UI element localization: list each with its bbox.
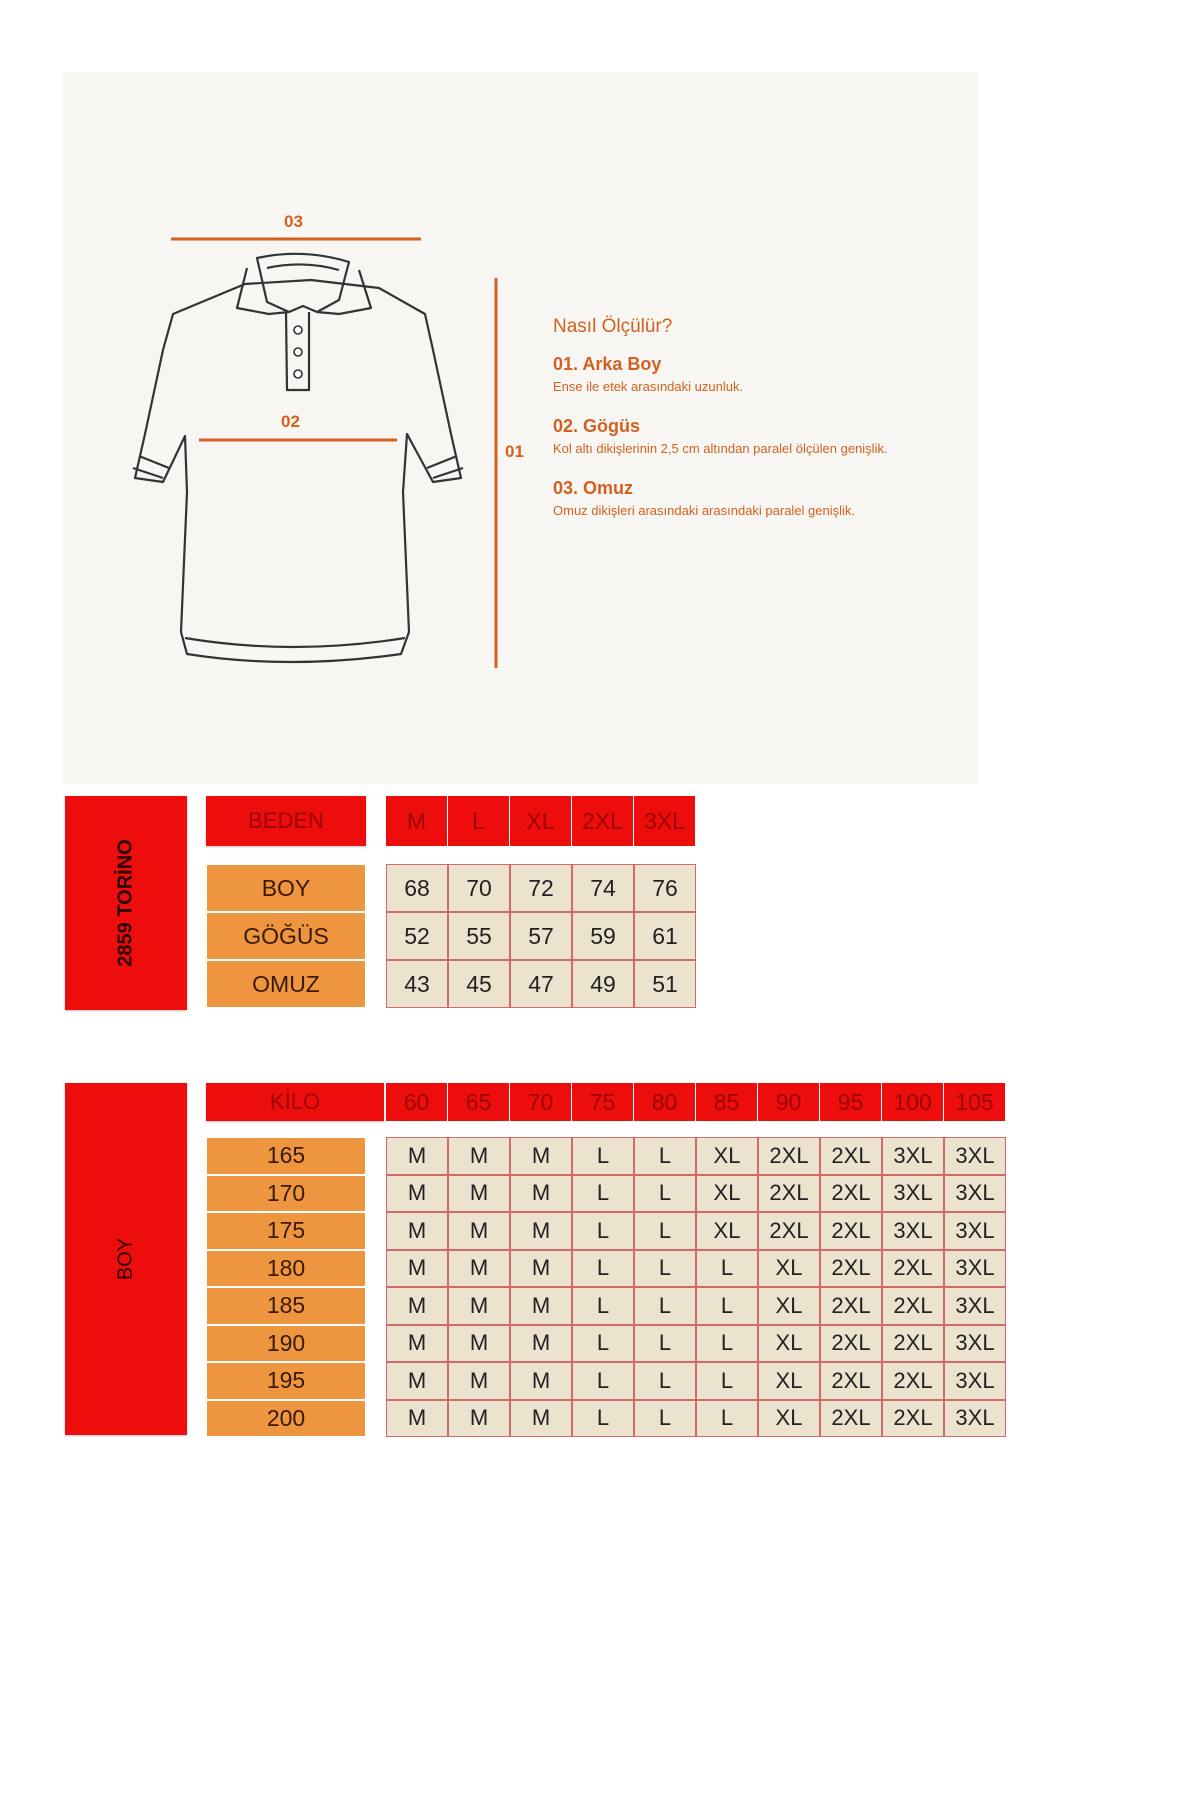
measurement-panel [63, 72, 978, 784]
fit-size-cell: M [510, 1400, 572, 1438]
size-value-cell: 52 [386, 912, 448, 960]
fit-size-cell: L [634, 1250, 696, 1288]
size-value-cell: 47 [510, 960, 572, 1008]
size-value-cell: 74 [572, 864, 634, 912]
fit-size-cell: XL [758, 1400, 820, 1438]
fit-size-cell: L [634, 1287, 696, 1325]
label-01: 01 [505, 442, 524, 461]
fit-size-cell: L [696, 1287, 758, 1325]
fit-size-cell: 2XL [820, 1175, 882, 1213]
fit-size-cell: XL [758, 1325, 820, 1363]
fit-size-cell: M [448, 1137, 510, 1175]
fit-size-cell: 2XL [882, 1325, 944, 1363]
fit-size-cell: 2XL [882, 1362, 944, 1400]
fit-table-side-label: BOY [114, 1237, 137, 1281]
guide-title: Nasıl Ölçülür? [553, 316, 673, 337]
fit-size-cell: M [448, 1250, 510, 1288]
guide-item-desc: Ense ile etek arasındaki uzunluk. [553, 379, 744, 394]
fit-size-cell: 3XL [944, 1400, 1006, 1438]
size-header-cell: XL [510, 796, 572, 846]
fit-size-cell: 2XL [820, 1287, 882, 1325]
size-value-cell: 72 [510, 864, 572, 912]
guide-item-desc: Kol altı dikişlerinin 2,5 cm altından paralel ölçülen genişlik. [553, 441, 888, 456]
fit-size-cell: XL [696, 1212, 758, 1250]
size-table-side-label-block [65, 796, 187, 1010]
size-header-cell: M [386, 796, 448, 846]
fit-size-cell: M [386, 1287, 448, 1325]
fit-size-cell: L [572, 1325, 634, 1363]
fit-size-cell: M [386, 1212, 448, 1250]
guide-item-head: 01. Arka Boy [553, 354, 662, 374]
fit-size-cell: L [696, 1250, 758, 1288]
fit-size-cell: M [510, 1175, 572, 1213]
fit-size-cell: 3XL [944, 1137, 1006, 1175]
size-value-cell: 61 [634, 912, 696, 960]
guide-item-desc: Omuz dikişleri arasındaki arasındaki paralel genişlik. [553, 503, 856, 518]
fit-size-cell: M [510, 1250, 572, 1288]
fit-size-cell: M [386, 1325, 448, 1363]
fit-size-cell: 3XL [944, 1250, 1006, 1288]
fit-table-header-label: KİLO [206, 1083, 384, 1121]
fit-size-cell: 2XL [758, 1175, 820, 1213]
fit-size-cell: L [634, 1362, 696, 1400]
fit-size-cell: 3XL [944, 1212, 1006, 1250]
height-row-label: 165 [206, 1137, 366, 1175]
size-value-cell: 57 [510, 912, 572, 960]
fit-size-cell: L [572, 1137, 634, 1175]
fit-size-cell: M [510, 1287, 572, 1325]
fit-size-cell: XL [758, 1362, 820, 1400]
fit-size-cell: M [448, 1362, 510, 1400]
placket-buttons [294, 326, 302, 378]
fit-size-cell: L [572, 1212, 634, 1250]
size-header-cell: 2XL [572, 796, 634, 846]
guide-item-back-length [553, 354, 973, 394]
fit-size-cell: L [572, 1250, 634, 1288]
fit-size-cell: M [448, 1400, 510, 1438]
height-row-label: 195 [206, 1362, 366, 1400]
fit-size-cell: L [634, 1212, 696, 1250]
size-value-cell: 76 [634, 864, 696, 912]
fit-size-cell: L [572, 1400, 634, 1438]
size-table-header-label: BEDEN [206, 796, 366, 846]
height-row-label: 185 [206, 1287, 366, 1325]
size-row-label: OMUZ [206, 960, 366, 1008]
fit-size-cell: 3XL [944, 1175, 1006, 1213]
fit-table-side-label-block [65, 1083, 187, 1435]
height-row-label: 170 [206, 1175, 366, 1213]
guide-item-shoulder [553, 478, 973, 518]
weight-header-cell: 60 [386, 1083, 448, 1121]
fit-size-cell: 2XL [820, 1362, 882, 1400]
fit-size-cell: L [572, 1362, 634, 1400]
fit-size-cell: 2XL [820, 1250, 882, 1288]
fit-size-cell: 3XL [882, 1175, 944, 1213]
fit-size-cell: M [448, 1325, 510, 1363]
fit-size-cell: M [510, 1137, 572, 1175]
fit-size-cell: 2XL [758, 1212, 820, 1250]
size-row-label: BOY [206, 864, 366, 912]
fit-size-cell: XL [758, 1250, 820, 1288]
fit-size-cell: M [448, 1287, 510, 1325]
size-value-cell: 68 [386, 864, 448, 912]
fit-size-cell: XL [758, 1287, 820, 1325]
height-row-label: 175 [206, 1212, 366, 1250]
measurement-guide [553, 316, 973, 540]
weight-header-cell: 95 [820, 1083, 882, 1121]
label-03: 03 [284, 212, 303, 231]
weight-header-cell: 100 [882, 1083, 944, 1121]
fit-size-cell: M [510, 1212, 572, 1250]
size-value-cell: 55 [448, 912, 510, 960]
fit-size-cell: 3XL [944, 1362, 1006, 1400]
fit-size-cell: 2XL [882, 1400, 944, 1438]
fit-size-cell: 3XL [944, 1325, 1006, 1363]
size-value-cell: 43 [386, 960, 448, 1008]
fit-size-cell: M [448, 1175, 510, 1213]
fit-size-cell: M [448, 1212, 510, 1250]
fit-size-cell: 2XL [882, 1287, 944, 1325]
fit-size-cell: M [386, 1250, 448, 1288]
fit-size-cell: 2XL [820, 1400, 882, 1438]
weight-header-cell: 90 [758, 1083, 820, 1121]
size-table-side-label: 2859 TORİNO [114, 839, 137, 967]
fit-size-cell: L [634, 1137, 696, 1175]
fit-size-cell: M [510, 1325, 572, 1363]
fit-size-cell: M [386, 1175, 448, 1213]
label-02: 02 [281, 412, 300, 431]
fit-size-cell: M [510, 1362, 572, 1400]
weight-header-cell: 85 [696, 1083, 758, 1121]
fit-size-cell: L [634, 1175, 696, 1213]
fit-size-cell: 2XL [820, 1325, 882, 1363]
fit-size-cell: M [386, 1362, 448, 1400]
fit-size-cell: L [696, 1362, 758, 1400]
fit-size-cell: 2XL [820, 1212, 882, 1250]
size-header-cell: L [448, 796, 510, 846]
fit-size-cell: M [386, 1137, 448, 1175]
size-value-cell: 51 [634, 960, 696, 1008]
weight-header-cell: 80 [634, 1083, 696, 1121]
weight-header-cell: 105 [944, 1083, 1006, 1121]
weight-header-cell: 70 [510, 1083, 572, 1121]
fit-size-cell: 2XL [882, 1250, 944, 1288]
fit-size-cell: 2XL [758, 1137, 820, 1175]
fit-size-cell: M [386, 1400, 448, 1438]
size-value-cell: 70 [448, 864, 510, 912]
fit-size-cell: XL [696, 1175, 758, 1213]
fit-size-cell: L [634, 1400, 696, 1438]
size-value-cell: 49 [572, 960, 634, 1008]
guide-item-chest [553, 416, 973, 456]
guide-item-head: 02. Gögüs [553, 416, 641, 436]
fit-size-cell: L [572, 1175, 634, 1213]
fit-size-cell: XL [696, 1137, 758, 1175]
size-value-cell: 45 [448, 960, 510, 1008]
weight-header-cell: 65 [448, 1083, 510, 1121]
fit-size-cell: 3XL [882, 1137, 944, 1175]
size-value-cell: 59 [572, 912, 634, 960]
height-row-label: 200 [206, 1400, 366, 1438]
fit-size-cell: 2XL [820, 1137, 882, 1175]
fit-size-cell: L [572, 1287, 634, 1325]
height-row-label: 190 [206, 1325, 366, 1363]
size-header-cell: 3XL [634, 796, 696, 846]
height-row-label: 180 [206, 1250, 366, 1288]
fit-size-cell: L [696, 1325, 758, 1363]
fit-size-cell: 3XL [882, 1212, 944, 1250]
size-row-label: GÖĞÜS [206, 912, 366, 960]
fit-size-cell: L [634, 1325, 696, 1363]
weight-header-cell: 75 [572, 1083, 634, 1121]
fit-size-cell: 3XL [944, 1287, 1006, 1325]
guide-item-head: 03. Omuz [553, 478, 634, 498]
fit-size-cell: L [696, 1400, 758, 1438]
shirt-outline [133, 254, 463, 662]
